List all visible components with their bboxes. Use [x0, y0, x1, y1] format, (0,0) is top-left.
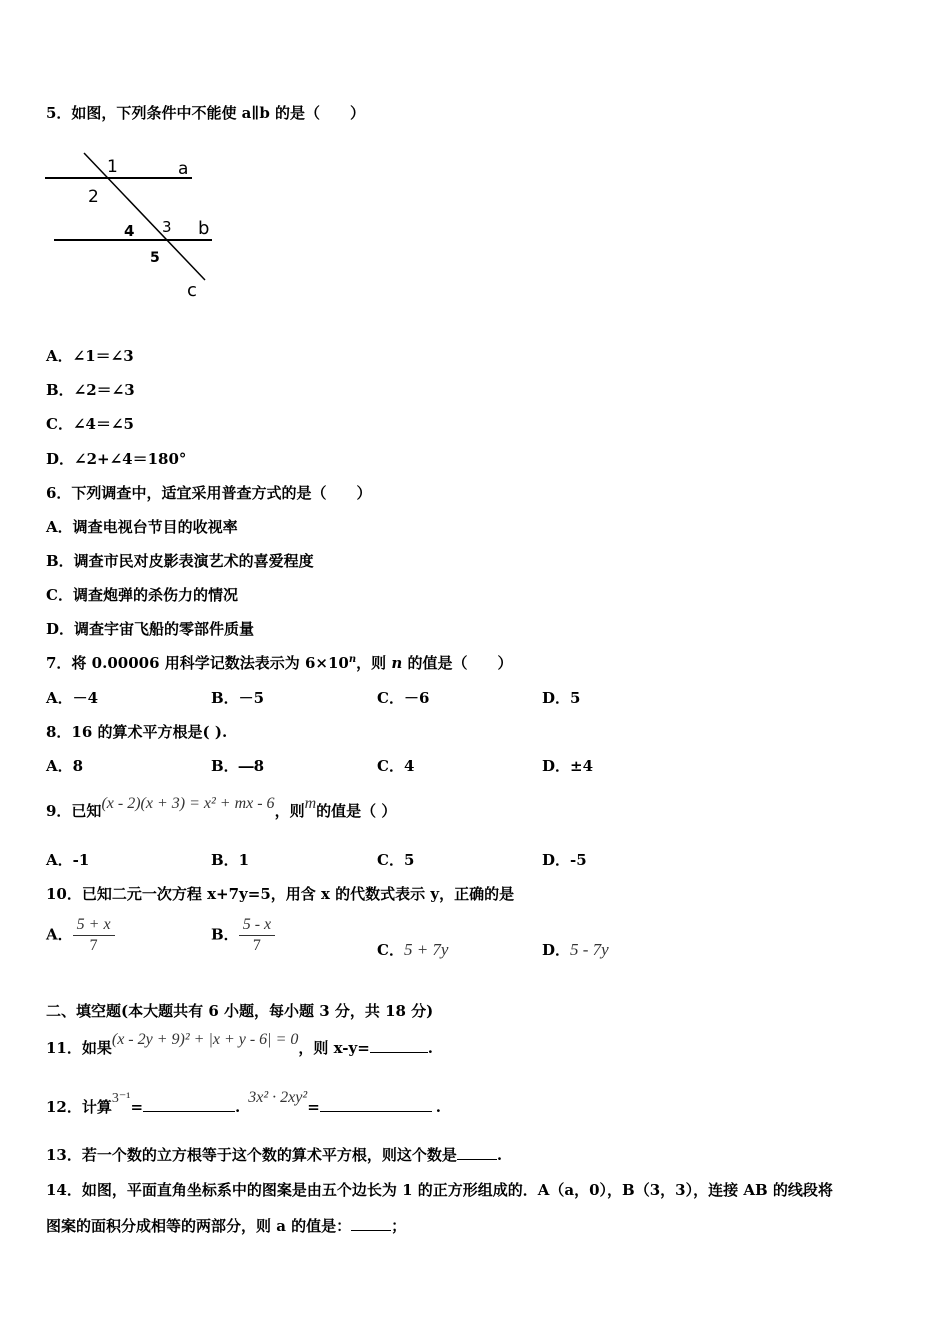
q5-option-b: B．∠2＝∠3	[46, 381, 135, 399]
q12-stem: 12．计算3⁻¹= .3x² · 2xy²= .	[46, 1089, 441, 1116]
q14-stem-line1: 14．如图，平面直角坐标系中的图案是由五个边长为 1 的正方形组成的．A（a，0），B（3，3），连接 AB 的线段将	[46, 1181, 833, 1199]
q10-option-d: D．5 - 7y	[542, 940, 609, 959]
q10-option-c: C．5 + 7y	[377, 940, 449, 959]
q11-stem: 11．如果(x - 2y + 9)² + |x + y - 6| = 0，则 x-y= .	[46, 1031, 434, 1057]
q8-option-b: B．―8	[211, 757, 265, 775]
label-2: 2	[88, 187, 99, 207]
q6-stem: 6．下列调查中，适宜采用普查方式的是（ ）	[46, 484, 372, 502]
q6-option-d: D．调查宇宙飞船的零部件质量	[46, 620, 255, 638]
q6-option-b: B．调查市民对皮影表演艺术的喜爱程度	[46, 552, 314, 570]
q9-option-c: C．5	[377, 851, 415, 869]
q5-stem: 5．如图，下列条件中不能使 a∥b 的是（ ）	[46, 104, 366, 122]
q10-option-a: A． $\frac{5 + x}{7}$	[46, 915, 115, 956]
q5-option-a: A．∠1＝∠3	[46, 347, 134, 365]
q12-answer-blank-2[interactable]	[320, 1097, 432, 1112]
q12-expr2: 3x² · 2xy²	[248, 1089, 308, 1106]
q7-stem: 7．将 0.00006 用科学记数法表示为 $6\times 10^n$，则 n 的值是（ ）	[46, 654, 513, 672]
q6-option-a: A．调查电视台节目的收视率	[46, 518, 238, 536]
label-a: a	[178, 159, 189, 179]
label-5: 5	[150, 250, 160, 266]
q10-option-b: B． $\frac{5 - x}{7}$	[211, 915, 275, 956]
q5-option-c: C．∠4＝∠5	[46, 415, 134, 433]
q10-b-fraction: $\frac{5 - x}{7}$	[239, 915, 275, 956]
q12-expr1: 3⁻¹	[111, 1091, 131, 1106]
q10-a-fraction: $\frac{5 + x}{7}$	[73, 915, 115, 956]
q9-option-b: B．1	[211, 851, 250, 869]
q11-equation: (x - 2y + 9)² + |x + y - 6| = 0	[111, 1031, 299, 1048]
q14-answer-blank[interactable]	[351, 1216, 391, 1231]
q7-option-c: C．－6	[377, 689, 430, 707]
q13-answer-blank[interactable]	[457, 1145, 497, 1160]
q9-variable: m	[304, 795, 317, 812]
q8-option-d: D．±4	[542, 757, 594, 775]
q8-stem: 8．16 的算术平方根是( ).	[46, 723, 228, 741]
q8-option-c: C．4	[377, 757, 415, 775]
q10-stem: 10．已知二元一次方程 x+7y=5，用含 x 的代数式表示 y，正确的是	[46, 885, 515, 903]
q13-stem: 13．若一个数的立方根等于这个数的算术平方根，则这个数是 .	[46, 1146, 503, 1164]
label-3: 3	[162, 218, 172, 236]
q7-option-d: D．5	[542, 689, 581, 707]
q12-answer-blank-1[interactable]	[143, 1097, 235, 1112]
label-4: 4	[124, 222, 135, 240]
q14-stem-line2: 图案的面积分成相等的两部分，则 a 的值是： ；	[46, 1217, 407, 1235]
q7-option-a: A．－4	[46, 689, 99, 707]
q9-stem: 9．已知(x - 2)(x + 3) = x² + mx - 6，则m的值是（ ）	[46, 795, 397, 820]
label-c: c	[187, 280, 197, 301]
q7-exponent: n	[348, 654, 357, 665]
q5-option-d: D．∠2+∠4＝180°	[46, 450, 187, 468]
q9-option-a: A．-1	[46, 851, 90, 869]
section-2-heading: 二、填空题(本大题共有 6 小题，每小题 3 分，共 18 分)	[46, 1002, 434, 1020]
q7-option-b: B．－5	[211, 689, 265, 707]
q6-option-c: C．调查炮弹的杀伤力的情况	[46, 586, 238, 604]
label-b: b	[198, 218, 210, 239]
label-1: 1	[107, 157, 118, 177]
q9-equation: (x - 2)(x + 3) = x² + mx - 6	[101, 795, 275, 812]
q11-answer-blank[interactable]	[370, 1038, 428, 1053]
q9-option-d: D．-5	[542, 851, 587, 869]
q8-option-a: A．8	[46, 757, 84, 775]
q5-figure	[40, 148, 220, 303]
